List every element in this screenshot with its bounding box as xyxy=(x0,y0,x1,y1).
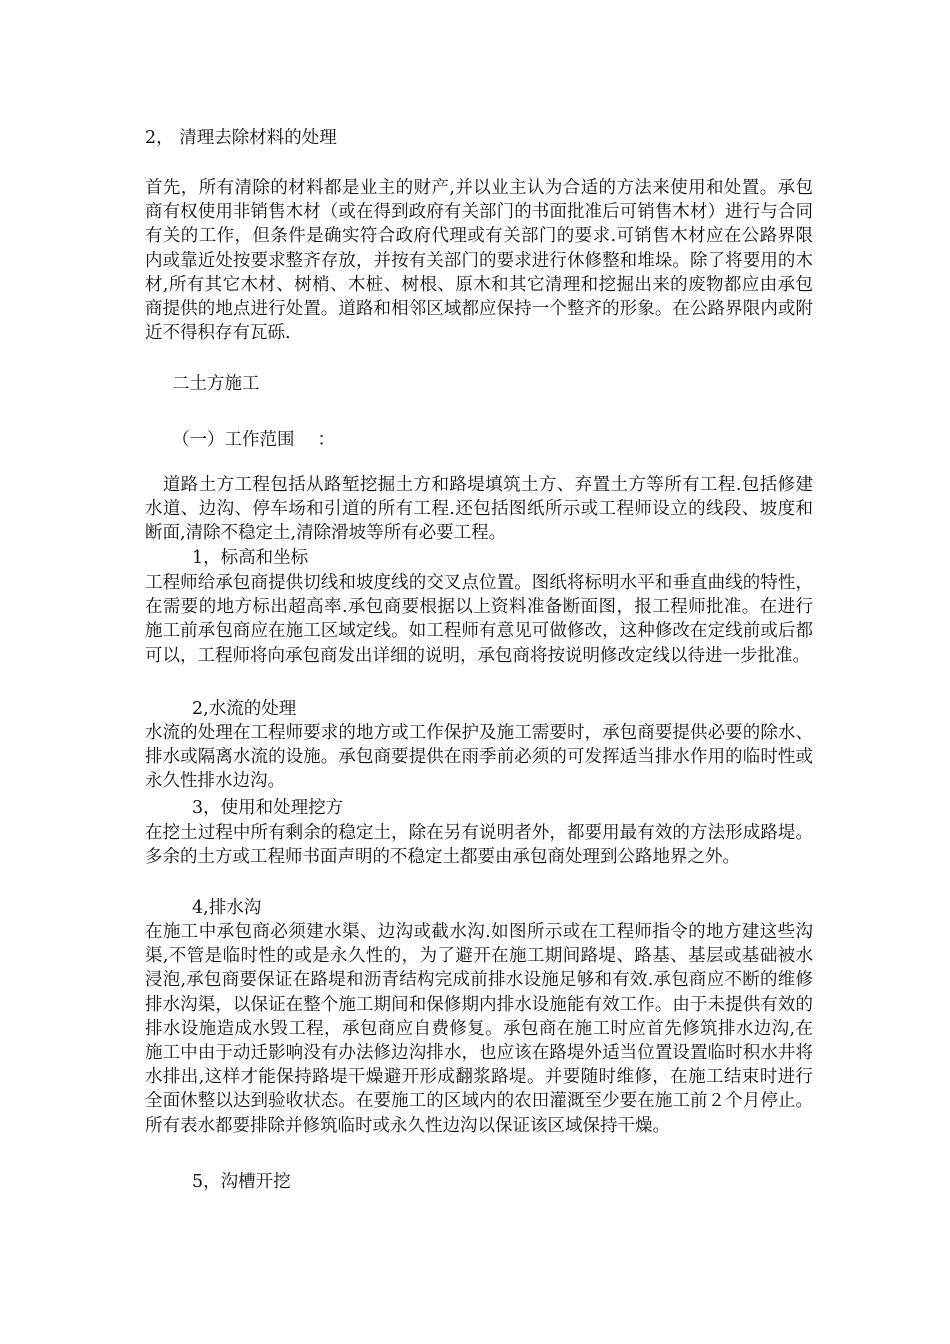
item-4-heading: 4,排水沟 xyxy=(192,898,262,918)
item-3-body: 在挖土过程中所有剩余的稳定土，除在另有说明者外，都要用最有效的方法形成路堤。多余的土方或工程师书面声明的不稳定土都要由承包商处理到公路地界之外。 xyxy=(145,823,813,868)
section-2-body: 首先，所有清除的材料都是业主的财产,并以业主认为合适的方法来使用和处置。承包商有权使用非销售木材（或在得到政府有关部门的书面批准后可销售木材）进行与合同有关的工作，但条件是确实符合政府代理或有关部门的要求.可销售木材应在公路界限内或靠近处按要求整齐存放，并按有关部门的要求进行休修整和堆垛。除了将要用的木材,所有其它木材、树梢、木桩、树根、原木和其它清理和挖掘出来的废物都应由承包商提供的地点进行处置。道路和相邻区域都应保持一个整齐的形象。在公路界限内或附近不得积存有瓦砾. xyxy=(145,178,813,344)
item-1-heading: 1，标高和坐标 xyxy=(192,548,309,568)
section-2-heading: 2， 清理去除材料的处理 xyxy=(145,128,337,148)
scope-heading: （一）工作范围 ： xyxy=(172,430,336,450)
item-2-heading: 2,水流的处理 xyxy=(192,699,297,719)
item-5-heading: 5，沟槽开挖 xyxy=(192,1172,291,1192)
item-3-heading: 3，使用和处理挖方 xyxy=(192,798,344,818)
item-2-body: 水流的处理在工程师要求的地方或工作保护及施工需要时，承包商要提供必要的除水、排水或隔离水流的设施。承包商要提供在雨季前必须的可发挥适当排水作用的临时性或永久性排水边沟。 xyxy=(145,723,813,792)
item-1-body: 工程师给承包商提供切线和坡度线的交叉点位置。图纸将标明水平和垂直曲线的特性，在需要的地方标出超高率.承包商要根据以上资料准备断面图，报工程师批准。在进行施工前承包商应在施工区域定线。如工程师有意见可做修改，这种修改在定线前或后都可以，工程师将向承包商发出详细的说明，承包商将按说明修改定线以待进一步批准。 xyxy=(145,573,813,666)
scope-body: 道路土方工程包括从路堑挖掘土方和路堤填筑土方、弃置土方等所有工程.包括修建水道、边沟、停车场和引道的所有工程.还包括图纸所示或工程师设立的线段、坡度和断面,清除不稳定土,清除滑坡等所有必要工程。 xyxy=(145,475,813,544)
chapter-title: 二土方施工 xyxy=(172,374,260,394)
item-4-body: 在施工中承包商必须建水渠、边沟或截水沟.如图所示或在工程师指令的地方建这些沟渠,不管是临时性的或是永久性的，为了避开在施工期间路堤、路基、基层或基础被水浸泡,承包商要保证在路堤和沥青结构完成前排水设施足够和有效.承包商应不断的维修排水沟渠，以保证在整个施工期间和保修期内排水设施能有效工作。由于未提供有效的排水设施造成水毁工程，承包商应自费修复。承包商在施工时应首先修筑排水边沟,在施工中由于动迁影响没有办法修边沟排水，也应该在路堤外适当位置设置临时积水井将水排出,这样才能保持路堤干燥避开形成翻浆路堤。并要随时维修，在施工结束时进行全面休整以达到验收状态。在要施工的区域内的农田灌溉至少要在施工前２个月停止。所有表水都要排除并修筑临时或永久性边沟以保证该区域保持干燥。 xyxy=(145,922,813,1136)
